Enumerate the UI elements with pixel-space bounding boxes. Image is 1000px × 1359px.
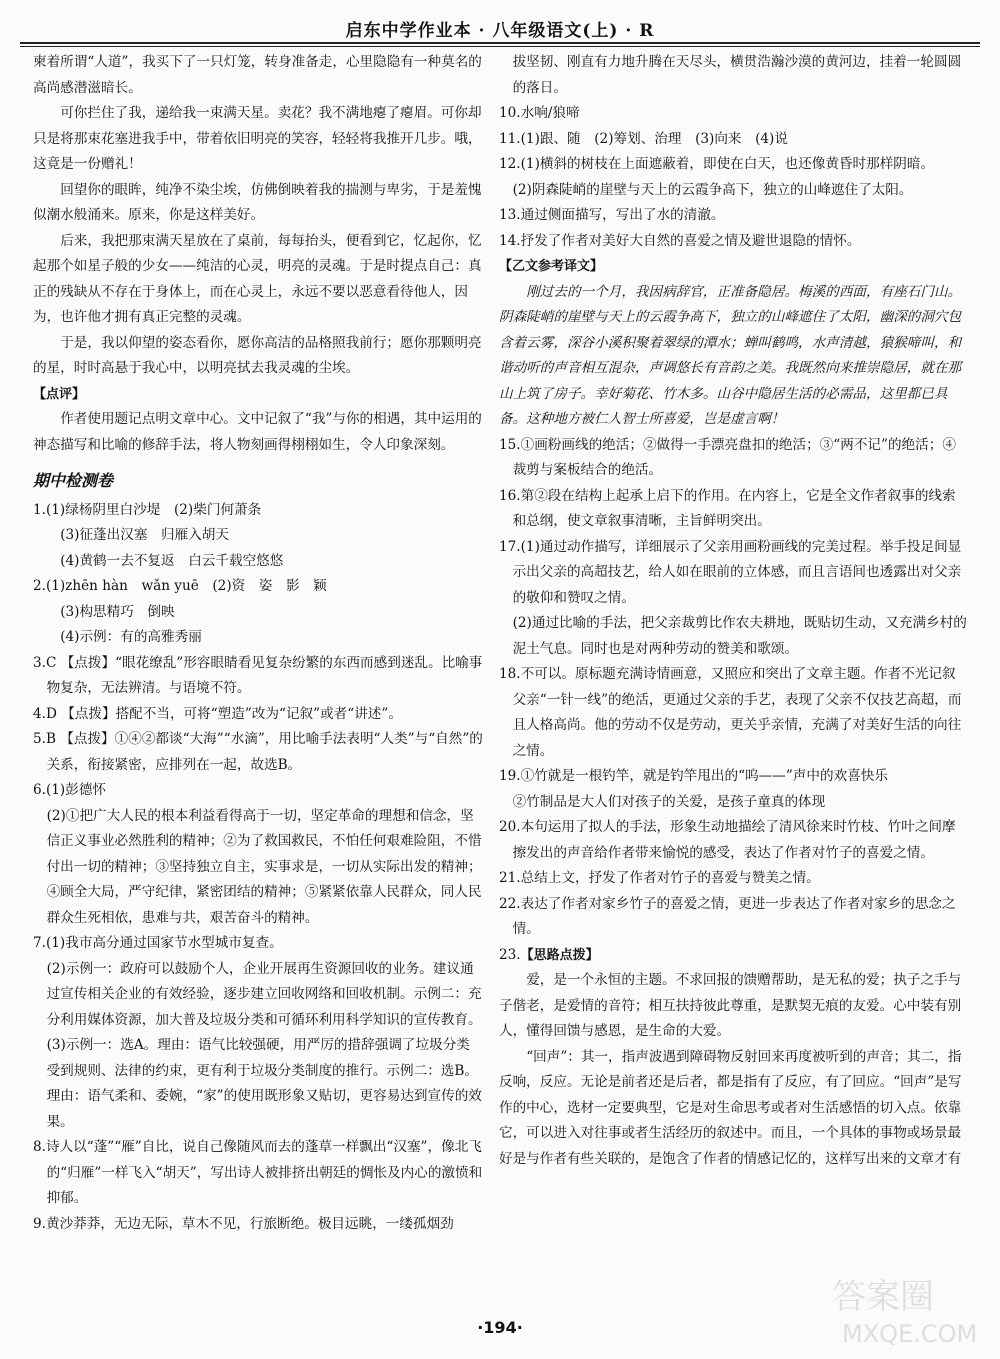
- comment-tag: 【点评】: [33, 386, 86, 402]
- answer-line: 5.B 【点拨】①④②都谈“大海”“水滴”，用比喻手法表明“人类”与“自然”的关系，衔接紧密，应排列在一起，故选B。: [33, 731, 483, 773]
- answer-line: (3)征蓬出汉塞 归雁入胡天: [60, 527, 229, 543]
- answer-line: 13.通过侧面描写，写出了水的清澈。: [499, 207, 725, 223]
- q23-paragraph: 爱，是一个永恒的主题。不求回报的馈赠帮助，是无私的爱；执子之手与子偕老，是爱情的音符；相互扶持彼此尊重，是默契无痕的友爱。心中装有别人，懂得回馈与感恩，是生命的大爱。: [499, 972, 962, 1039]
- q23-heading: [499, 943, 967, 969]
- answer-line: 3.C 【点拨】“眼花缭乱”形容眼睛看见复杂纷繁的东西而感到迷乱。比喻事物复杂，无法辨清。与语境不符。: [33, 654, 483, 696]
- answer-line: (3)构思精巧 倒映: [60, 603, 175, 620]
- answer-line: 4.D 【点拨】搭配不当，可将“塑造”改为“记叙”或者“讲述”。: [33, 705, 402, 722]
- right-column: [499, 50, 967, 1172]
- essay-paragraph: 柬着所谓“人道”，我买下了一只灯笼，转身准备走，心里隐隐有一种莫名的高尚感潜滋暗长。: [33, 54, 482, 96]
- comment-text: 作者使用题记点明文章中心。文中记叙了“我”与你的相遇，其中运用的神态描写和比喻的修辞手法，将人物刻画得栩栩如生，令人印象深刻。: [33, 411, 482, 453]
- answer-line: ②竹制品是大人们对孩子的关爱，是孩子童真的体现: [512, 793, 826, 810]
- answer-line: (2)阴森陡峭的崖壁与天上的云霞争高下，独立的山峰遮住了太阳。: [512, 181, 913, 198]
- q23-paragraph: “回声”：其一，指声波遇到障碍物反射回来再度被听到的声音；其二，指反响，反应。无论是前者还是后者，都是指有了反应，有了回应。“回声”是写作的中心，选材一定要典型，它是对生命思考或者对生活感悟的切入点。依靠它，可以进入对往事或者生活经历的叙述中。而且，一个具体的事物或场景最好是与作者有些关联的，是饱含了作者的情感记忆的，这样写出来的文章才有: [499, 1048, 962, 1167]
- header-title: 启东中学作业本 · 八年级语文(上) · R: [345, 21, 655, 41]
- answer-line: 17.(1)通过动作描写，详细展示了父亲用画粉画线的完美过程。举手投足间显示出父亲的高超技艺，给人如在眼前的立体感，而且言语间也透露出对父亲的敬仰和赞叹之情。: [499, 538, 962, 606]
- answer-line: 18.不可以。原标题充满诗情画意，又照应和突出了文章主题。作者不光记叙父亲“一针一线”的绝活，更通过父亲的手艺，表现了父亲不仅技艺高超，而且人格高尚。他的劳动不仅是劳动，更关乎亲情，充满了对美好生活的向往之情。: [499, 666, 962, 759]
- answer-line: 11.(1)跟、随 (2)筹划、治理 (3)向来 (4)说: [499, 130, 788, 147]
- header-rule-thin: [20, 46, 980, 47]
- translation-tag: 【乙文参考译文】: [499, 259, 604, 274]
- page-header: [20, 16, 980, 42]
- answer-line: 15.①画粉画线的绝活；②做得一手漂亮盘扣的绝活；③“两不记”的绝活；④裁剪与案板结合的绝活。: [499, 436, 956, 478]
- q23-tag: 【思路点拨】: [520, 947, 599, 963]
- answer-line: 2.(1)zhēn hàn wǎn yuē (2)资 姿 影 颖: [33, 578, 327, 594]
- answer-line: 9.黄沙莽莽，无边无际，草木不见，行旅断绝。极目远眺，一缕孤烟劲: [33, 1215, 454, 1232]
- q23-number: 23.: [499, 946, 521, 963]
- header-rule: [20, 42, 980, 44]
- answer-line: 19.①竹就是一根钓竿，就是钓竿甩出的“呜——”声中的欢喜快乐: [499, 768, 888, 784]
- section-title: 期中检测卷: [33, 471, 114, 490]
- answer-line: 1.(1)绿杨阴里白沙堤 (2)柴门何萧条: [33, 501, 262, 518]
- answer-line: (4)黄鹤一去不复返 白云千载空悠悠: [60, 552, 284, 569]
- answer-line: (2)①把广大人民的根本利益看得高于一切，坚定革命的理想和信念，坚信正义事业必然胜利的精神；②为了救国救民，不怕任何艰难险阻，不惜付出一切的精神；③坚持独立自主，实事求是，一切从实际出发的精神；④顾全大局，严守纪律，紧密团结的精神；⑤紧紧依靠人民群众，同人民群众生死相依，患难与共，艰苦奋斗的精神。: [46, 807, 482, 926]
- answer-line: 20.本句运用了拟人的手法，形象生动地描绘了清风徐来时竹枝、竹叶之间摩擦发出的声音给作者带来愉悦的感受，表达了作者对竹子的喜爱之情。: [499, 819, 956, 861]
- answer-line: (2)示例一：政府可以鼓励个人，企业开展再生资源回收的业务。建议通过宣传相关企业的有效经验，逐步建立回收网络和回收机制。示例二：充分利用媒体资源，加大普及垃圾分类和可循环利用科学知识的宣传教育。: [46, 960, 482, 1028]
- answer-line: (2)通过比喻的手法，把父亲裁剪比作农夫耕地，既贴切生动，又充满乡村的泥土气息。同时也是对两种劳动的赞美和歌颂。: [512, 615, 967, 657]
- watermark-line2: MXQE.COM: [842, 1320, 978, 1348]
- answer-line: 12.(1)横斜的树枝在上面遮蔽着，即使在白天，也还像黄昏时那样阴暗。: [499, 156, 935, 172]
- essay-paragraph: 后来，我把那束满天星放在了桌前，每每抬头，便看到它，忆起你，忆起那个如星子般的少女——纯洁的心灵，明亮的灵魂。于是时提点自己：真正的残缺从不存在于身体上，而在心灵上，永远不要以恶意看待他人，因为，也许他才拥有真正完整的灵魂。: [33, 232, 482, 325]
- answer-line: 14.抒发了作者对美好大自然的喜爱之情及避世退隐的情怀。: [499, 232, 861, 249]
- answer-line: 6.(1)彭德怀: [33, 782, 107, 798]
- essay-paragraph: 可你拦住了我，递给我一束满天星。卖花？我不满地瘪了瘪眉。可你却只是将那束花塞进我手中，带着依旧明亮的笑容，轻轻将我推开几步。哦，这竟是一份赠礼！: [33, 105, 482, 172]
- watermark-line1: 答案圈: [832, 1277, 934, 1317]
- answer-line: 16.第②段在结构上起承上启下的作用。在内容上，它是全文作者叙事的线索和总纲，使文章叙事清晰，主旨鲜明突出。: [499, 487, 956, 529]
- left-column: [33, 50, 483, 1237]
- answer-line: (4)示例：有的高雅秀丽: [60, 629, 202, 645]
- page-number: ·194·: [477, 1318, 523, 1337]
- translation-text: 刚过去的一个月，我因病辞官，正准备隐居。梅溪的西面，有座石门山。阴森陡峭的崖壁与天上的云霞争高下，独立的山峰遮住了太阳，幽深的洞穴包含着云雾，深谷小溪积聚着翠绿的潭水；蝉叫鹤鸣，水声清越，猿猴啼叫，和谐动听的声音相互混杂，声调悠长有音韵之美。我既然向来推崇隐居，就在那山上筑了房子。幸好菊花、竹木多。山谷中隐居生活的必需品，这里都已具备。这种地方被仁人智士所喜爱，岂是虚言啊！: [499, 283, 962, 427]
- answer-line: 7.(1)我市高分通过国家节水型城市复查。: [33, 935, 283, 951]
- answer-line: 22.表达了作者对家乡竹子的喜爱之情，更进一步表达了作者对家乡的思念之情。: [499, 895, 956, 937]
- answer-line: 21.总结上文，抒发了作者对竹子的喜爱与赞美之情。: [499, 870, 820, 886]
- answer-line: 10.水响/狼啼: [499, 105, 580, 121]
- essay-paragraph: 回望你的眼眸，纯净不染尘埃，仿佛倒映着我的揣测与卑劣，于是羞愧似潮水般涌来。原来，你是这样美好。: [33, 181, 482, 223]
- essay-paragraph: 于是，我以仰望的姿态看你，愿你高洁的品格照我前行；愿你那颗明亮的星，时时高悬于我心中，以明亮拭去我灵魂的尘埃。: [33, 334, 482, 376]
- answer-line: 8.诗人以“蓬”“雁”自比，说自己像随风而去的蓬草一样飘出“汉塞”，像北飞的“归雁”一样飞入“胡天”，写出诗人被排挤出朝廷的惆怅及内心的激愤和抑郁。: [33, 1139, 483, 1206]
- answer-line: (3)示例一：选A。理由：语气比较强硬，用严厉的措辞强调了垃圾分类受到规则、法律的约束，更有利于垃圾分类制度的推行。示例二：选B。理由：语气柔和、委婉，“家”的使用既形象又贴切，更容易达到宣传的效果。: [46, 1037, 482, 1130]
- watermark-logo: [812, 1270, 992, 1350]
- answer-line: 拔坚韧、刚直有力地升腾在天尽头，横贯浩瀚沙漠的黄河边，挂着一轮圆圆的落日。: [512, 54, 962, 96]
